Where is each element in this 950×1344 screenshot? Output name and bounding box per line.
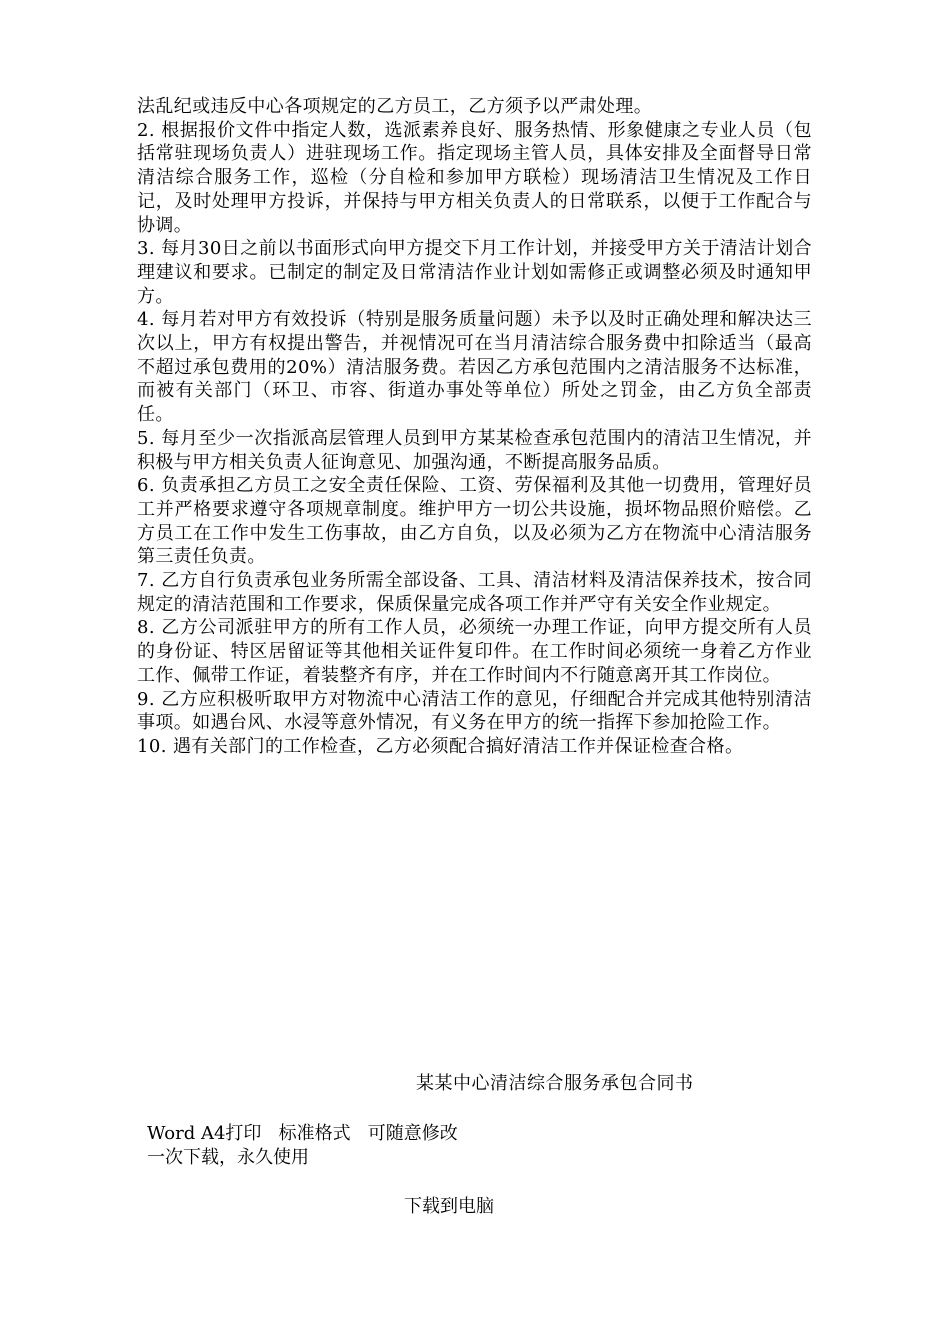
clause-4: 4. 每月若对甲方有效投诉（特别是服务质量问题）未予以及时正确处理和解决达三次以上，甲方有权提出警告，并视情况可在当月清洁综合服务费中扣除适当（最高不超过承包费用的20%）清洁服务费。若因乙方承包范围内之清洁服务不达标准，而被有关部门（环卫、市容、街道办事处等单位）所处之罚金，由乙方负全部责任。 (137, 309, 812, 426)
clause-10: 10. 遇有关部门的工作检查，乙方必须配合搞好清洁工作并保证检查合格。 (137, 735, 744, 757)
clause-8: 8. 乙方公司派驻甲方的所有工作人员，必须统一办理工作证，向甲方提交所有人员的身份证、特区居留证等其他相关证件复印件。在工作时间必须统一身着乙方作业工作、佩带工作证，着装整齐有序，并在工作时间内不行随意离开其工作岗位。 (137, 617, 812, 686)
clause-2: 2. 根据报价文件中指定人数，选派素养良好、服务热情、形象健康之专业人员（包括常驻现场负责人）进驻现场工作。指定现场主管人员，具体安排及全面督导日常清洁综合服务工作，巡检（分自检和参加甲方联检）现场清洁卫生情况及工作日记，及时处理甲方投诉，并保持与甲方相关负责人的日常联系，以便于工作配合与协调。 (137, 119, 812, 236)
promo-format-line: Word A4打印 标准格式 可随意修改 (147, 1123, 458, 1144)
clause-6: 6. 负责承担乙方员工之安全责任保险、工资、劳保福利及其他一切费用，管理好员工并严格要求遵守各项规章制度。维护甲方一切公共设施，损坏物品照价赔偿。乙方员工在工作中发生工伤事故，由乙方自负，以及必须为乙方在物流中心清洁服务第三责任负责。 (137, 475, 812, 568)
contract-body (137, 95, 812, 759)
clause-5: 5. 每月至少一次指派高层管理人员到甲方某某检查承包范围内的清洁卫生情况，并积极与甲方相关负责人征询意见、加强沟通，不断提高服务品质。 (137, 427, 812, 473)
clause-7: 7. 乙方自行负责承包业务所需全部设备、工具、清洁材料及清洁保养技术，按合同规定的清洁范围和工作要求，保质保量完成各项工作并严守有关安全作业规定。 (137, 570, 812, 615)
download-to-computer-link[interactable]: 下载到电脑 (404, 1196, 494, 1217)
promo-block (147, 1122, 458, 1170)
document-footer-title: 某某中心清洁综合服务承包合同书 (416, 1073, 694, 1094)
paragraph-continuation: 法乱纪或违反中心各项规定的乙方员工，乙方须予以严肃处理。 (137, 96, 653, 117)
clause-3: 3. 每月30日之前以书面形式向甲方提交下月工作计划，并接受甲方关于清洁计划合理建议和要求。已制定的制定及日常清洁作业计划如需修正或调整必须及时通知甲方。 (137, 238, 812, 307)
promo-usage-line: 一次下载，永久使用 (147, 1147, 309, 1168)
clause-9: 9. 乙方应积极听取甲方对物流中心清洁工作的意见，仔细配合并完成其他特别清洁事项。如遇台风、水浸等意外情况，有义务在甲方的统一指挥下参加抢险工作。 (137, 688, 812, 734)
